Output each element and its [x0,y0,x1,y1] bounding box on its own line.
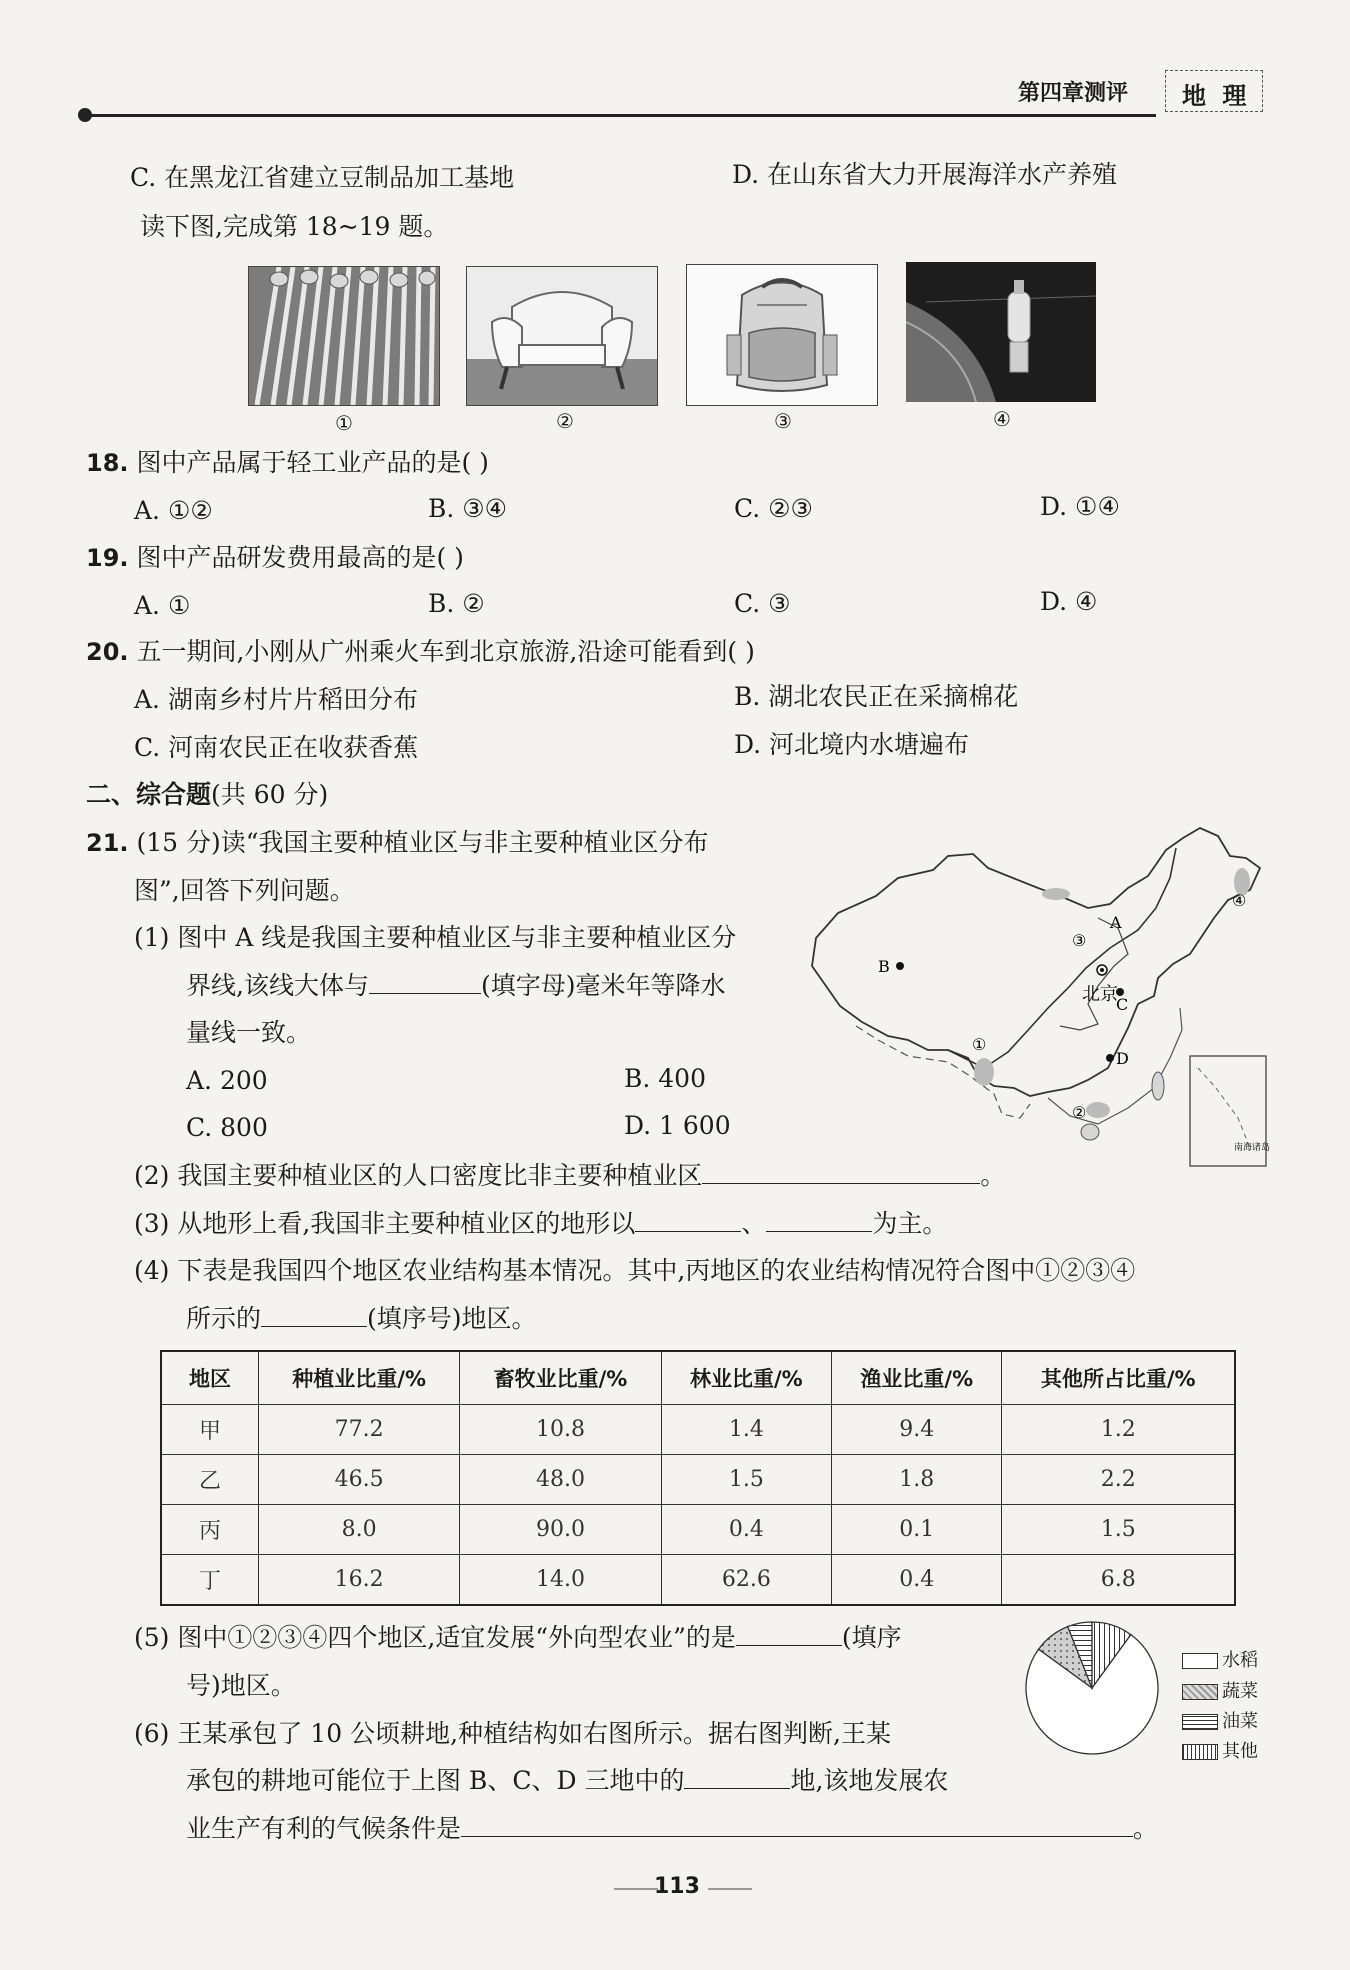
legend-label: 水稻 [1222,1650,1258,1671]
answer-blank[interactable] [766,1209,872,1232]
pie-slices [1026,1622,1158,1754]
legend-label: 蔬菜 [1222,1681,1258,1702]
beijing-dot [1100,968,1104,972]
image-1 [248,266,440,406]
image-3 [686,264,878,406]
page-number: 113 [654,1874,700,1899]
answer-blank[interactable] [461,1814,1133,1837]
image-caption-4: ④ [993,407,1011,431]
q21-part4-line2 [186,1304,537,1334]
table-cell: 2.2 [1002,1455,1235,1505]
text: 。 [1133,1814,1159,1843]
q19-option-b: B. ② [428,589,485,618]
intro-option-d: D. 在山东省大力开展海洋水产养殖 [732,160,1118,189]
map-label-4: ④ [1232,891,1247,910]
backpack-icon [687,265,877,405]
question-21 [86,828,709,858]
table-row [161,1405,1235,1455]
question-20 [86,637,755,667]
q21-part1-line1: (1) 图中 A 线是我国主要种植业区与非主要种植业区分 [134,923,737,952]
question-19 [86,543,464,573]
q21-option-b: B. 400 [624,1064,706,1093]
answer-blank[interactable] [369,971,481,994]
region-3-shade [1042,888,1070,900]
question-text: (15 分)读“我国主要种植业区与非主要种植业区分布 [136,828,709,857]
question-18 [86,448,489,478]
text: 为主。 [872,1209,948,1238]
table-cell: 乙 [161,1455,259,1505]
table-cell: 16.2 [259,1555,460,1606]
map-label-c: C [1116,995,1129,1014]
legend-swatch [1182,1684,1218,1700]
q19-option-c: C. ③ [734,589,791,618]
q20-option-d: D. 河北境内水塘遍布 [734,730,970,759]
answer-blank[interactable] [736,1623,842,1646]
legend-item-other [1182,1737,1258,1763]
table-cell: 46.5 [259,1455,460,1505]
table-cell: 0.4 [832,1555,1002,1606]
table-cell: 62.6 [661,1555,831,1606]
q21-part6-line3 [186,1814,1158,1844]
coastline [1048,1008,1182,1124]
image-caption-1: ① [335,411,353,435]
q21-part6-line2 [186,1766,948,1796]
question-text: 图中产品属于轻工业产品的是( ) [136,448,489,477]
table-cell: 77.2 [259,1405,460,1455]
table-cell: 90.0 [460,1505,661,1555]
image-caption-2: ② [556,409,574,433]
table-cell: 48.0 [460,1455,661,1505]
text: (填字母)毫米年等降水 [480,971,726,1000]
table-cell: 8.0 [259,1505,460,1555]
q18-option-c: C. ②③ [734,494,813,523]
table-cell: 6.8 [1002,1555,1235,1606]
region-1-shade [974,1058,994,1086]
text: 界线,该线大体与 [186,971,369,1000]
table-cell: 1.2 [1002,1405,1235,1455]
inset-dashes [1198,1068,1250,1148]
q21-part2 [134,1161,1005,1191]
text: 所示的 [186,1304,262,1333]
section-2-heading [86,780,328,810]
answer-blank[interactable] [261,1304,367,1327]
q21-part5-line2: 号)地区。 [186,1671,296,1700]
q21-option-d: D. 1 600 [624,1111,731,1140]
legend-swatch [1182,1714,1218,1730]
map-label-2: ② [1072,1103,1087,1122]
q20-option-b: B. 湖北农民正在采摘棉花 [734,682,1019,711]
image-2 [466,266,658,406]
logs-icon [249,267,439,405]
table-cell: 0.1 [832,1505,1002,1555]
question-text: 图中产品研发费用最高的是( ) [136,543,464,572]
table-header: 林业比重/% [661,1351,831,1405]
table-cell: 0.4 [661,1505,831,1555]
table-header: 其他所占比重/% [1002,1351,1235,1405]
image-caption-3: ③ [774,409,792,433]
q18-option-a: A. ①② [134,496,213,525]
legend-item-rapeseed [1182,1707,1258,1733]
answer-blank[interactable] [635,1209,741,1232]
point-b [896,962,904,970]
answer-blank[interactable] [684,1766,790,1789]
point-d [1106,1054,1114,1062]
q21-option-c: C. 800 [186,1113,268,1142]
text: (填序号)地区。 [367,1304,537,1333]
text: 、 [741,1209,767,1238]
map-label-beijing: 北京 [1082,984,1118,1005]
border-dashed [856,1026,1030,1118]
region-2-shade [1086,1102,1110,1118]
map-label-d: D [1116,1049,1129,1068]
map-label-b: B [878,957,890,976]
text: (5) 图中①②③④四个地区,适宜发展“外向型农业”的是 [134,1623,736,1652]
q20-option-c: C. 河南农民正在收获香蕉 [134,733,419,762]
crop-pie-chart [1022,1618,1162,1758]
question-number: 18. [86,449,129,477]
hainan [1081,1124,1099,1140]
section-title: 二、综合题 [86,780,212,809]
question-number: 21. [86,829,129,857]
q21-option-a: A. 200 [186,1066,268,1095]
section-points: (共 60 分) [211,780,329,809]
legend-item-vegetables [1182,1677,1258,1703]
map-label-a: A [1110,913,1122,932]
q19-option-a: A. ① [134,591,191,620]
q18-option-b: B. ③④ [428,494,508,523]
table-header: 种植业比重/% [259,1351,460,1405]
table-header: 畜牧业比重/% [460,1351,661,1405]
table-row [161,1505,1235,1555]
question-number: 19. [86,544,129,572]
map-label-3: ③ [1072,931,1087,950]
legend-label: 其他 [1222,1741,1258,1762]
answer-blank[interactable] [702,1161,980,1184]
header-rule [84,114,1156,117]
text: 业生产有利的气候条件是 [186,1814,462,1843]
table-cell: 14.0 [460,1555,661,1606]
header-rule-dot [78,108,92,122]
table-row [161,1455,1235,1505]
q21-part3 [134,1209,947,1239]
map-label-1: ① [972,1035,987,1054]
text: 承包的耕地可能位于上图 B、C、D 三地中的 [186,1766,685,1795]
text: 。 [980,1161,1006,1190]
table-cell: 1.8 [832,1455,1002,1505]
inset-label: 南海诸岛 [1234,1143,1270,1153]
q21-part5-line1 [134,1623,902,1653]
text: (2) 我国主要种植业区的人口密度比非主要种植业区 [134,1161,703,1190]
legend-swatch [1182,1653,1218,1669]
table-cell: 丁 [161,1555,259,1606]
header-chapter: 第四章测评 [1018,81,1129,106]
question-text: 五一期间,小刚从广州乘火车到北京旅游,沿途可能看到( ) [136,637,755,666]
legend-item-rice [1182,1646,1258,1672]
intro-option-c: C. 在黑龙江省建立豆制品加工基地 [130,163,515,192]
q21-part1-line3: 量线一致。 [186,1018,312,1047]
table-cell: 1.5 [1002,1505,1235,1555]
spacecraft-icon [906,262,1096,402]
footer-rule-left [614,1888,658,1890]
table-cell: 丙 [161,1505,259,1555]
table-cell: 甲 [161,1405,259,1455]
taiwan [1152,1072,1164,1100]
table-cell: 1.4 [661,1405,831,1455]
header-subject: 地 理 [1182,82,1251,110]
table-header: 地区 [161,1351,259,1405]
legend-label: 油菜 [1222,1711,1258,1732]
table-cell: 9.4 [832,1405,1002,1455]
agriculture-table [160,1350,1236,1606]
q19-option-d: D. ④ [1040,587,1098,616]
q18-option-d: D. ①④ [1040,492,1120,521]
table-cell: 1.5 [661,1455,831,1505]
read-prompt: 读下图,完成第 18~19 题。 [140,212,449,241]
footer-rule-right [708,1888,752,1890]
q21-part4-line1: (4) 下表是我国四个地区农业结构基本情况。其中,丙地区的农业结构情况符合图中①②③④ [134,1256,1136,1285]
text: 地,该地发展农 [790,1766,949,1795]
text: (填序 [841,1623,902,1652]
q20-option-a: A. 湖南乡村片片稻田分布 [134,685,418,714]
q21-part6-line1: (6) 王某承包了 10 公顷耕地,种植结构如右图所示。据右图判断,王某 [134,1719,891,1748]
table-header-row [161,1351,1235,1405]
text: (3) 从地形上看,我国非主要种植业区的地形以 [134,1209,636,1238]
table-header: 渔业比重/% [832,1351,1002,1405]
legend-swatch [1182,1744,1218,1760]
table-row [161,1555,1235,1606]
q21-part1-line2 [186,971,725,1001]
table-cell: 10.8 [460,1405,661,1455]
image-4 [906,262,1096,402]
armchair-icon [467,267,657,405]
question-number: 20. [86,638,129,666]
q21-line2: 图”,回答下列问题。 [134,876,355,905]
china-planting-map [798,818,1270,1174]
